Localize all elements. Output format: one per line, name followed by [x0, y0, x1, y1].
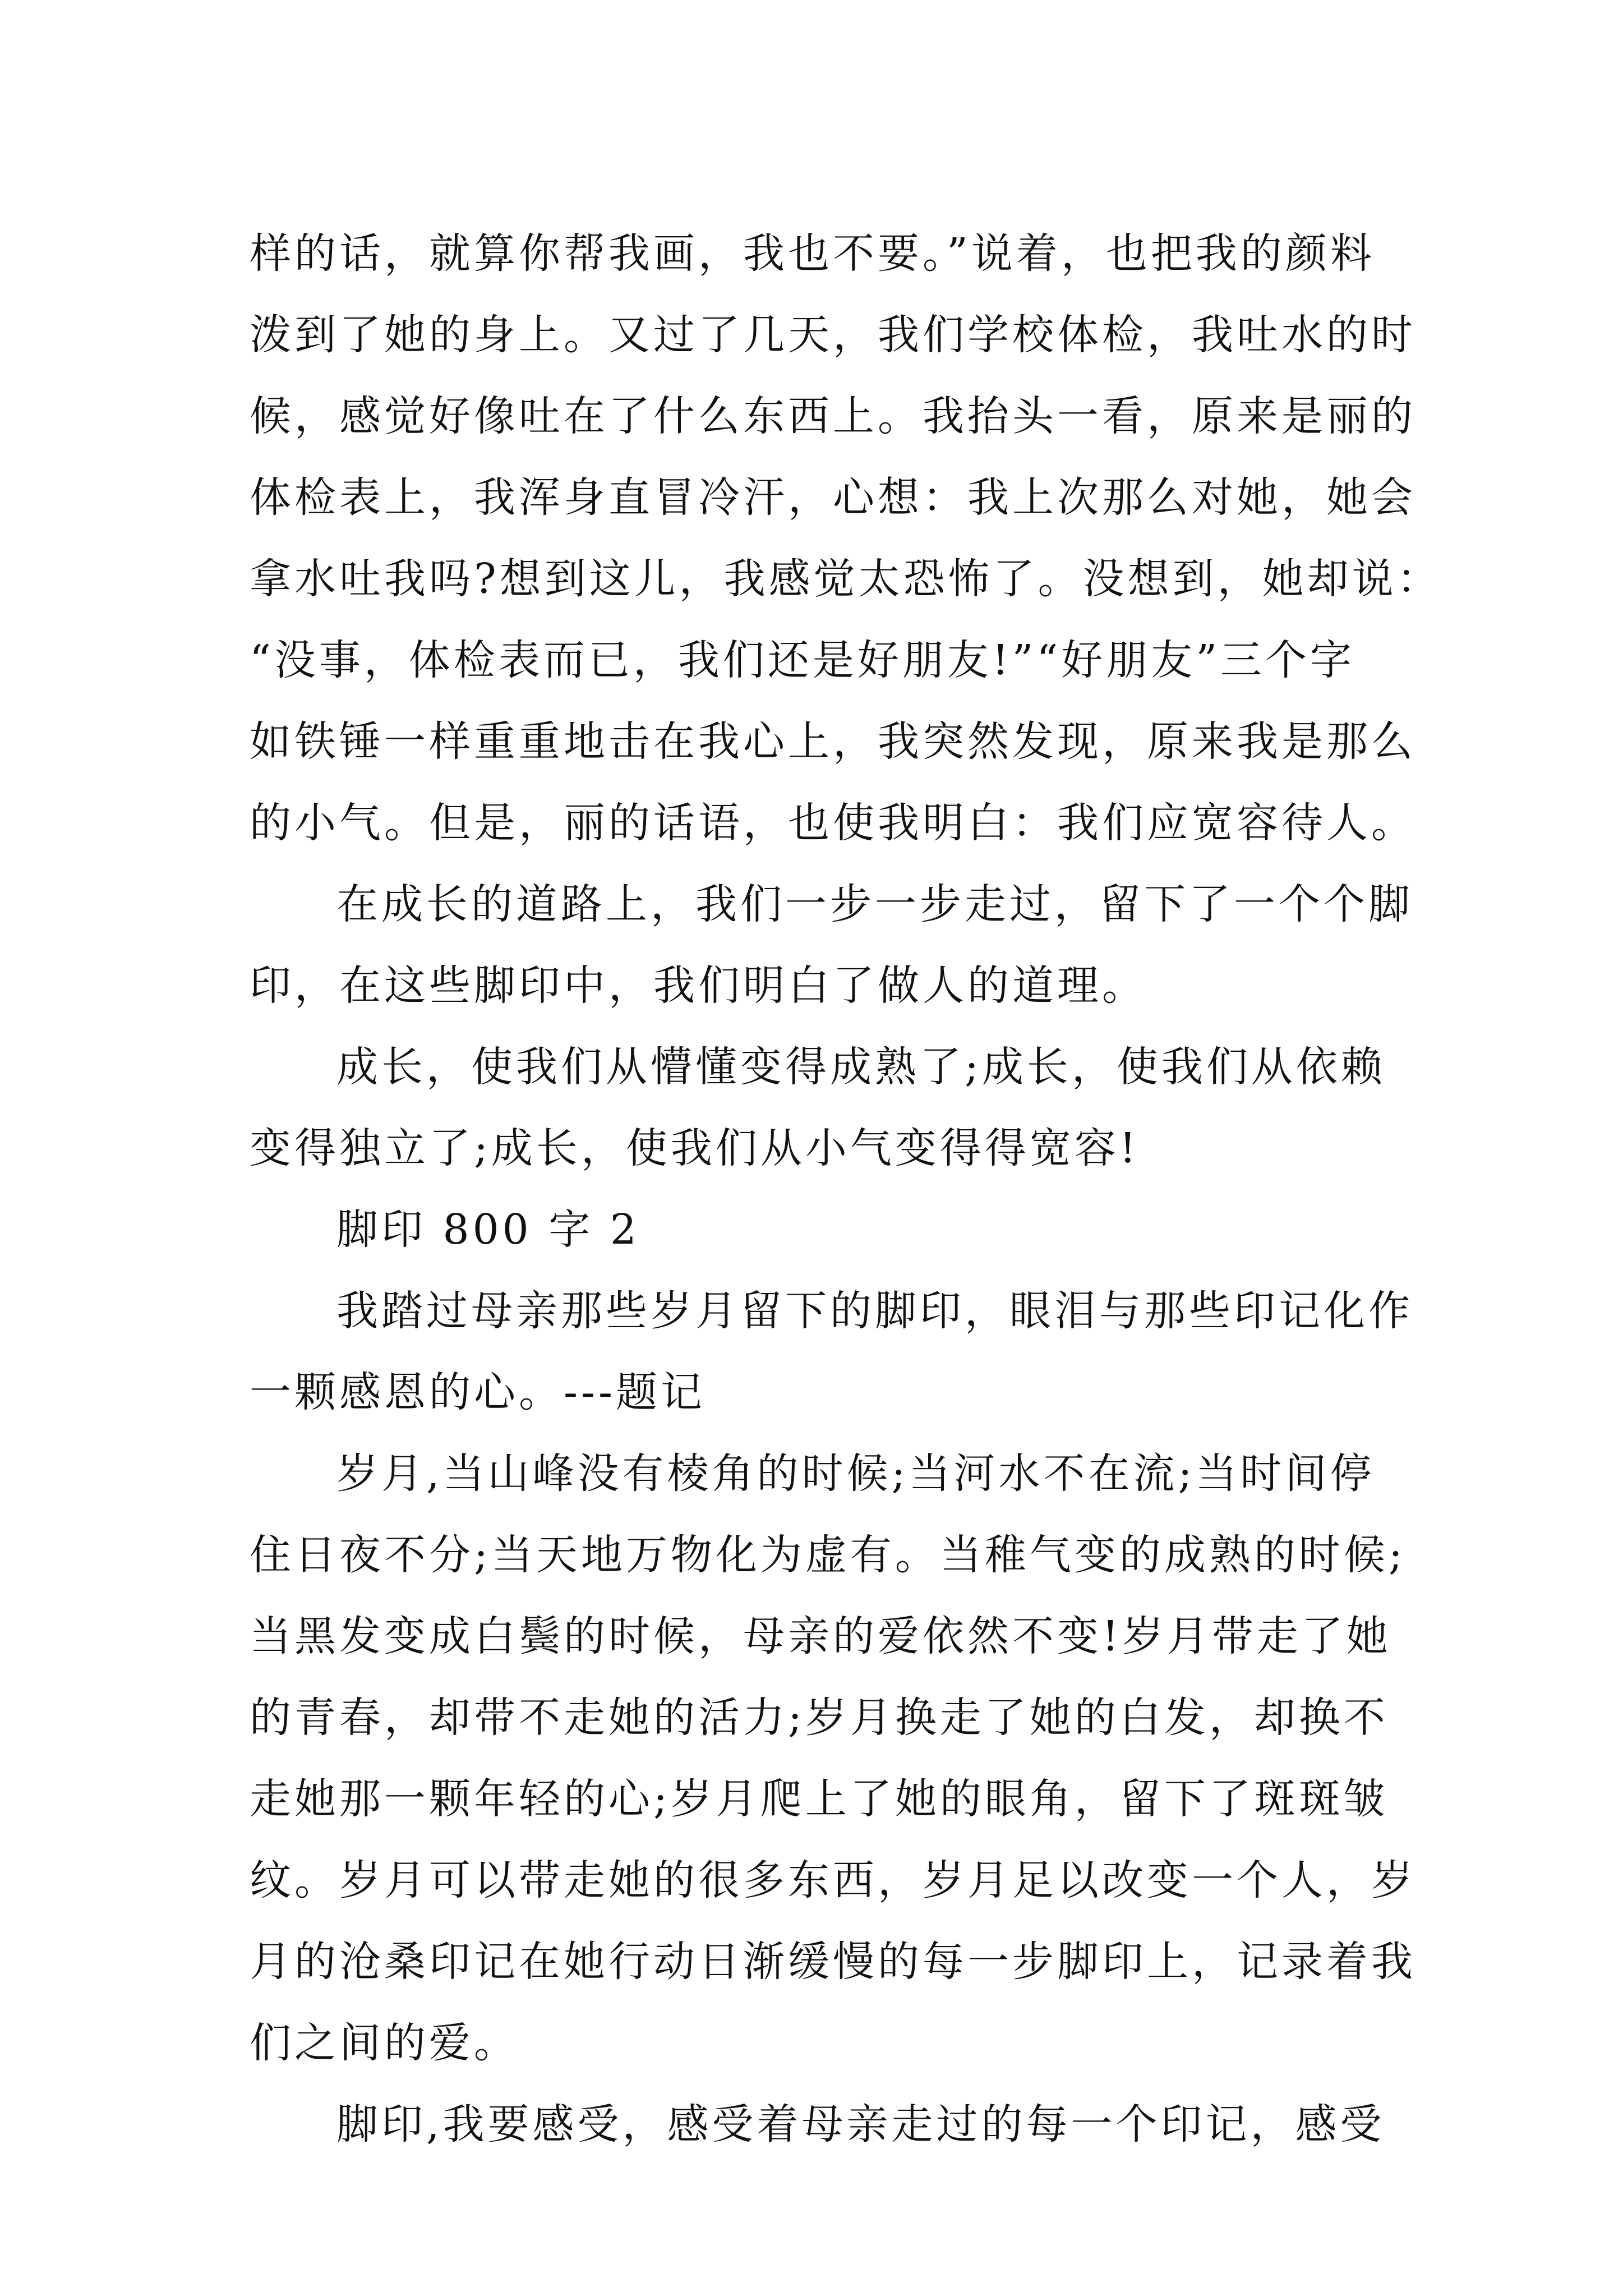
text-line: 的小气。但是，丽的话语，也使我明白：我们应宽容待人。: [250, 799, 1416, 847]
text-line: 们之间的爱。: [250, 2019, 519, 2067]
text-line: 拿水吐我吗?想到这儿，我感觉太恐怖了。没想到，她却说：: [250, 555, 1442, 603]
text-line: 岁月,当山峰没有棱角的时候;当河水不在流;当时间停: [336, 1450, 1375, 1498]
text-line: 脚印,我要感受，感受着母亲走过的每一个印记，感受: [336, 2100, 1385, 2148]
text-line: “没事，体检表而已，我们还是好朋友!”“好朋友”三个字: [250, 636, 1355, 684]
text-line: 泼到了她的身上。又过了几天，我们学校体检，我吐水的时: [250, 311, 1416, 359]
text-line: 成长，使我们从懵懂变得成熟了;成长，使我们从依赖: [336, 1043, 1386, 1091]
text-line: 的青春，却带不走她的活力;岁月换走了她的白发，却换不: [250, 1694, 1389, 1742]
text-line: 走她那一颗年轻的心;岁月爬上了她的眼角，留下了斑斑皱: [250, 1775, 1389, 1823]
text-line: 样的话，就算你帮我画，我也不要。”说着，也把我的颜料: [250, 229, 1375, 278]
essay-body: [250, 213, 1442, 2165]
text-line: 住日夜不分;当天地万物化为虚有。当稚气变的成熟的时候;: [250, 1531, 1406, 1579]
text-line: 纹。岁月可以带走她的很多东西，岁月足以改变一个人，岁: [250, 1856, 1416, 1904]
text-line: 候，感觉好像吐在了什么东西上。我抬头一看，原来是丽的: [250, 392, 1416, 440]
text-line: 脚印 800 字 2: [336, 1205, 640, 1254]
text-line: 一颗感恩的心。---题记: [250, 1368, 706, 1416]
text-line: 在成长的道路上，我们一步一步走过，留下了一个个脚: [336, 880, 1413, 928]
text-line: 我踏过母亲那些岁月留下的脚印，眼泪与那些印记化作: [336, 1287, 1413, 1335]
text-line: 月的沧桑印记在她行动日渐缓慢的每一步脚印上，记录着我: [250, 1938, 1416, 1986]
text-line: 如铁锤一样重重地击在我心上，我突然发现，原来我是那么: [250, 717, 1416, 766]
text-line: 印，在这些脚印中，我们明白了做人的道理。: [250, 961, 1147, 1010]
text-line: 当黑发变成白鬓的时候，母亲的爱依然不变!岁月带走了她: [250, 1612, 1391, 1660]
text-line: 体检表上，我浑身直冒冷汗，心想：我上次那么对她，她会: [250, 473, 1416, 522]
text-line: 变得独立了;成长，使我们从小气变得得宽容!: [250, 1124, 1140, 1172]
